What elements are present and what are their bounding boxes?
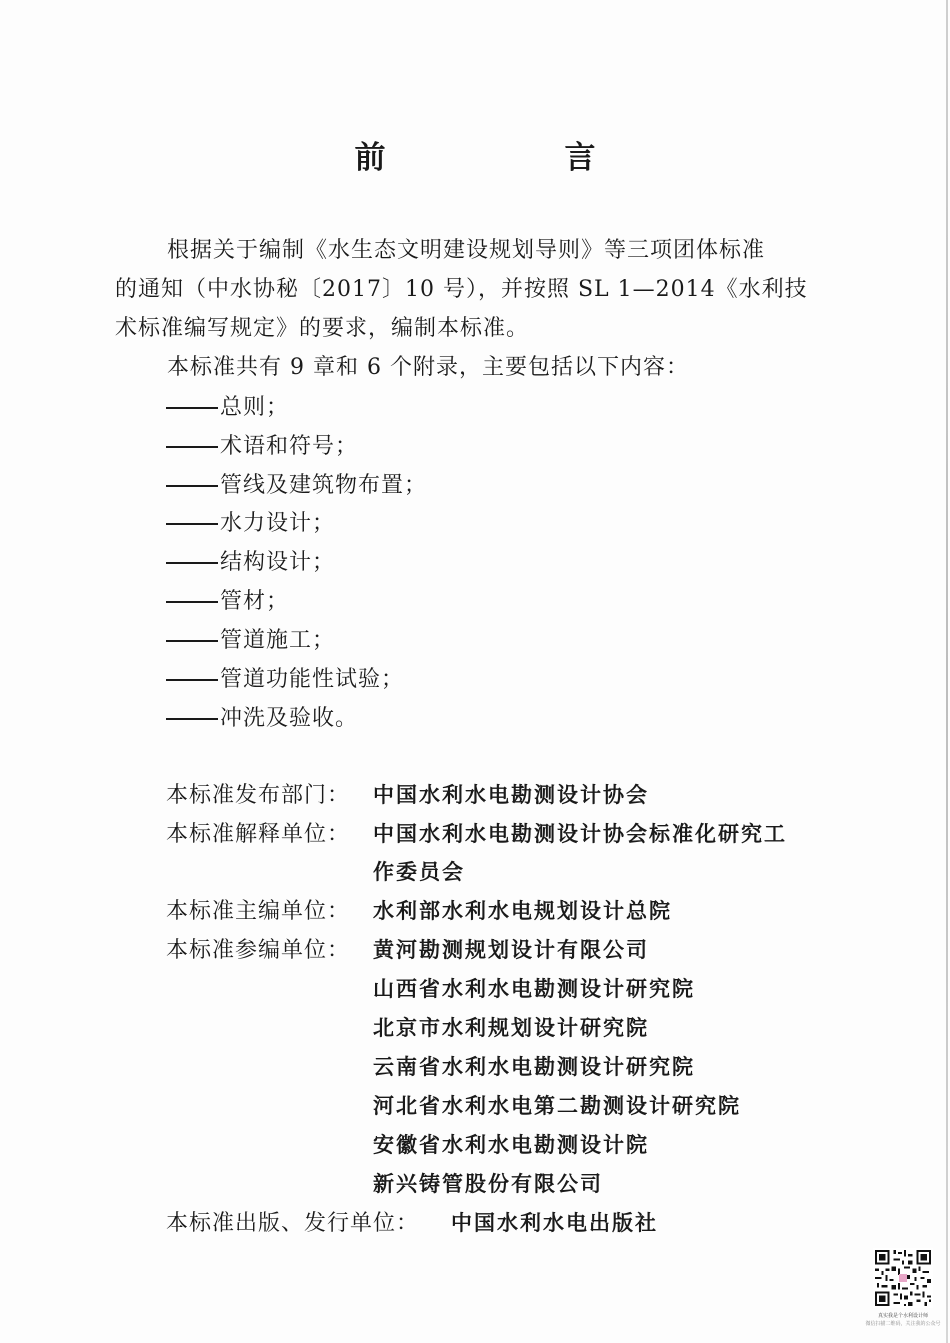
publisher-value: 中国水利水电勘测设计协会 [373, 783, 649, 807]
dash-mark [166, 562, 218, 564]
dash-mark [166, 718, 218, 720]
intro-line-2: 的通知（中水协秘〔2017〕10 号），并按照 SL 1—2014《水利技 [115, 277, 808, 302]
chief-editor-value: 水利部水利水电规划设计总院 [373, 899, 672, 923]
publisher-row [166, 776, 649, 815]
list-item-text: 术语和符号； [220, 434, 359, 459]
dash-mark [166, 601, 218, 603]
qr-caption-subtitle: 微信扫描二维码，关注我的公众号 [865, 1321, 941, 1327]
chief-editor-label: 本标准主编单位： [166, 899, 351, 924]
participants-row [166, 931, 649, 970]
press-row [166, 1204, 658, 1243]
intro-text-1: 根据关于编制《水生态文明建设规划导则》等三项团体标准 [167, 238, 766, 263]
participant-item: 北京市水利规划设计研究院 [373, 1016, 649, 1040]
press-value: 中国水利水电出版社 [451, 1211, 658, 1235]
list-item-text: 总则； [220, 395, 290, 420]
dash-mark [166, 523, 218, 525]
participant-item: 安徽省水利水电勘测设计院 [373, 1133, 649, 1157]
list-item [166, 466, 427, 505]
list-item-text: 管道施工； [220, 628, 336, 653]
dash-mark [166, 679, 218, 681]
list-item [166, 660, 404, 699]
list-item [166, 543, 335, 582]
dash-mark [166, 446, 218, 448]
publisher-label: 本标准发布部门： [166, 783, 351, 808]
list-item-text: 管道功能性试验； [220, 667, 405, 692]
qr-code-icon[interactable] [873, 1248, 933, 1308]
participant-item: 云南省水利水电勘测设计研究院 [373, 1055, 695, 1079]
participant-item: 黄河勘测规划设计有限公司 [373, 938, 649, 962]
interpreter-row [166, 815, 787, 854]
list-item [166, 699, 358, 738]
list-item-text: 管线及建筑物布置； [220, 473, 428, 498]
interpreter-value: 中国水利水电勘测设计协会标准化研究工 [373, 822, 787, 846]
dash-mark [166, 485, 218, 487]
list-item-text: 结构设计； [220, 550, 336, 575]
intro-line-1 [115, 231, 845, 270]
participant-item: 新兴铸管股份有限公司 [373, 1172, 603, 1196]
press-label: 本标准出版、发行单位： [166, 1211, 420, 1236]
intro-line-3: 术标准编写规定》的要求，编制本标准。 [115, 316, 530, 341]
participant-item: 山西省水利水电勘测设计研究院 [373, 977, 695, 1001]
list-item [166, 388, 289, 427]
list-item-text: 水力设计； [220, 511, 336, 536]
participant-item: 河北省水利水电第二勘测设计研究院 [373, 1094, 741, 1118]
list-item [166, 504, 335, 543]
list-item-text: 冲洗及验收。 [220, 706, 359, 731]
page-edge [946, 0, 948, 1343]
qr-caption [862, 1312, 944, 1328]
chief-editor-row [166, 892, 672, 931]
interpreter-value-cont: 作委员会 [373, 860, 465, 884]
list-item-text: 管材； [220, 589, 290, 614]
qr-caption-title: 真实我是个水利设计师 [877, 1313, 928, 1319]
list-item [166, 427, 358, 466]
contents-intro-text: 本标准共有 9 章和 6 个附录，主要包括以下内容： [167, 355, 689, 380]
interpreter-label: 本标准解释单位： [166, 822, 351, 847]
page-title: 前 言 [354, 140, 670, 176]
list-item [166, 582, 289, 621]
contents-intro [115, 348, 845, 387]
dash-mark [166, 640, 218, 642]
dash-mark [166, 407, 218, 409]
list-item [166, 621, 335, 660]
participants-label: 本标准参编单位： [166, 938, 351, 963]
